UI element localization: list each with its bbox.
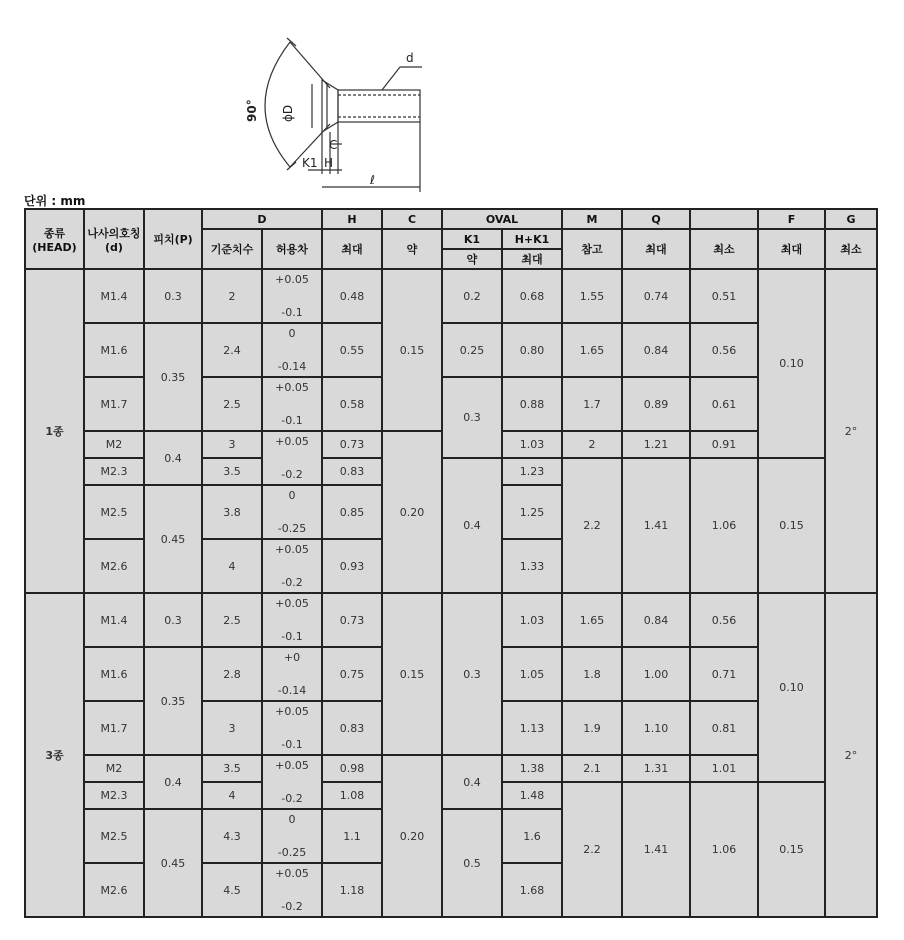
cell-HK1: 1.6 (502, 809, 562, 863)
hdr-Q: Q (622, 209, 690, 229)
cell-d: M1.7 (84, 377, 144, 431)
cell-Qmin: 1.06 (690, 782, 758, 917)
label-l: ℓ (370, 173, 375, 187)
cell-M: 2 (562, 431, 622, 458)
cell-G: 2° (825, 269, 877, 593)
cell-Qmax: 0.89 (622, 377, 690, 431)
cell-H: 0.73 (322, 431, 382, 458)
cell-pitch: 0.4 (144, 755, 202, 809)
cell-tol: +0.05 -0.2 (262, 755, 322, 809)
cell-H: 1.08 (322, 782, 382, 809)
cell-G: 2° (825, 593, 877, 917)
cell-d: M1.6 (84, 647, 144, 701)
cell-F: 0.15 (758, 458, 825, 593)
cell-H: 0.85 (322, 485, 382, 539)
cell-M: 1.65 (562, 593, 622, 647)
cell-D: 3.5 (202, 755, 262, 782)
hdr-HK1-sub: 최대 (502, 249, 562, 269)
cell-D: 2 (202, 269, 262, 323)
hdr-F: F (758, 209, 825, 229)
cell-d: M1.7 (84, 701, 144, 755)
hdr-C-sub: 약 (382, 229, 442, 269)
cell-HK1: 1.33 (502, 539, 562, 593)
cell-d: M2.3 (84, 782, 144, 809)
cell-D: 4 (202, 782, 262, 809)
label-H: H (324, 156, 334, 170)
hdr-D: D (202, 209, 322, 229)
hdr-K1: K1 (442, 229, 502, 249)
cell-M: 1.8 (562, 647, 622, 701)
hdr-Q-blank (690, 209, 758, 229)
cell-D: 4 (202, 539, 262, 593)
hdr-D-base: 기준치수 (202, 229, 262, 269)
label-K1: K1 (302, 156, 318, 170)
cell-Qmax: 0.74 (622, 269, 690, 323)
cell-Qmin: 0.71 (690, 647, 758, 701)
cell-M: 2.1 (562, 755, 622, 782)
cell-Qmin: 0.51 (690, 269, 758, 323)
cell-tol: 0 -0.25 (262, 485, 322, 539)
cell-pitch: 0.35 (144, 647, 202, 755)
cell-d: M1.4 (84, 269, 144, 323)
cell-K1: 0.3 (442, 593, 502, 755)
cell-d: M2.3 (84, 458, 144, 485)
cell-d: M2.6 (84, 863, 144, 917)
cell-HK1: 0.88 (502, 377, 562, 431)
hdr-K1-sub: 약 (442, 249, 502, 269)
cell-HK1: 1.48 (502, 782, 562, 809)
hdr-type: 종류 (HEAD) (25, 209, 84, 269)
table-row (25, 323, 877, 377)
cell-H: 0.73 (322, 593, 382, 647)
hdr-F-sub: 최대 (758, 229, 825, 269)
cell-Qmax: 1.31 (622, 755, 690, 782)
hdr-M: M (562, 209, 622, 229)
cell-D: 2.5 (202, 593, 262, 647)
table-row (25, 593, 877, 647)
cell-d: M1.4 (84, 593, 144, 647)
table-row (25, 755, 877, 782)
hdr-C: C (382, 209, 442, 229)
cell-H: 0.98 (322, 755, 382, 782)
cell-Qmin: 0.56 (690, 323, 758, 377)
cell-D: 2.5 (202, 377, 262, 431)
hdr-Q-min: 최소 (690, 229, 758, 269)
cell-H: 0.83 (322, 701, 382, 755)
hdr-H: H (322, 209, 382, 229)
cell-H: 1.18 (322, 863, 382, 917)
label-D: ϕD (281, 104, 295, 122)
cell-Qmax: 1.00 (622, 647, 690, 701)
cell-d: M2 (84, 431, 144, 458)
cell-D: 2.8 (202, 647, 262, 701)
cell-Qmax: 1.21 (622, 431, 690, 458)
cell-pitch: 0.35 (144, 323, 202, 431)
cell-K1: 0.4 (442, 458, 502, 593)
cell-Qmin: 0.91 (690, 431, 758, 458)
cell-HK1: 1.25 (502, 485, 562, 539)
cell-F: 0.10 (758, 269, 825, 458)
cell-D: 3 (202, 431, 262, 458)
label-C: C (329, 138, 338, 152)
cell-M: 2.2 (562, 782, 622, 917)
cell-K1: 0.4 (442, 755, 502, 809)
hdr-G: G (825, 209, 877, 229)
screw-diagram (230, 32, 440, 194)
cell-H: 1.1 (322, 809, 382, 863)
cell-tol: +0.05 -0.1 (262, 593, 322, 647)
cell-tol: +0.05 -0.2 (262, 539, 322, 593)
cell-HK1: 1.23 (502, 458, 562, 485)
cell-F: 0.15 (758, 782, 825, 917)
hdr-D-tol: 허용차 (262, 229, 322, 269)
cell-Qmax: 1.41 (622, 782, 690, 917)
hdr-H-sub: 최대 (322, 229, 382, 269)
cell-D: 3.8 (202, 485, 262, 539)
cell-M: 1.55 (562, 269, 622, 323)
hdr-HK1: H+K1 (502, 229, 562, 249)
cell-d: M2.5 (84, 485, 144, 539)
cell-pitch: 0.45 (144, 485, 202, 593)
cell-M: 2.2 (562, 458, 622, 593)
cell-pitch: 0.45 (144, 809, 202, 917)
cell-HK1: 1.38 (502, 755, 562, 782)
cell-HK1: 0.80 (502, 323, 562, 377)
cell-D: 3 (202, 701, 262, 755)
cell-d: M2.6 (84, 539, 144, 593)
cell-H: 0.58 (322, 377, 382, 431)
cell-HK1: 1.13 (502, 701, 562, 755)
cell-K1: 0.2 (442, 269, 502, 323)
cell-HK1: 1.03 (502, 431, 562, 458)
cell-C: 0.15 (382, 593, 442, 755)
cell-pitch: 0.3 (144, 269, 202, 323)
cell-tol: +0.05 -0.2 (262, 431, 322, 485)
cell-pitch: 0.4 (144, 431, 202, 485)
cell-M: 1.65 (562, 323, 622, 377)
label-angle: 90° (245, 99, 259, 122)
cell-d: M1.6 (84, 323, 144, 377)
cell-D: 2.4 (202, 323, 262, 377)
cell-Qmin: 0.56 (690, 593, 758, 647)
cell-HK1: 1.68 (502, 863, 562, 917)
cell-HK1: 1.05 (502, 647, 562, 701)
cell-H: 0.83 (322, 458, 382, 485)
cell-d: M2.5 (84, 809, 144, 863)
type-cell: 1종 (25, 269, 84, 593)
cell-D: 4.3 (202, 809, 262, 863)
cell-C: 0.15 (382, 269, 442, 431)
angle-arc (265, 42, 290, 167)
hdr-thread: 나사의호칭(d) (84, 209, 144, 269)
cell-HK1: 0.68 (502, 269, 562, 323)
hdr-G-sub: 최소 (825, 229, 877, 269)
hdr-oval: OVAL (442, 209, 562, 229)
cell-Qmin: 1.06 (690, 458, 758, 593)
cell-H: 0.93 (322, 539, 382, 593)
cell-F: 0.10 (758, 593, 825, 782)
cell-K1: 0.3 (442, 377, 502, 458)
hdr-M-sub: 참고 (562, 229, 622, 269)
cell-Qmax: 1.10 (622, 701, 690, 755)
type-cell: 3종 (25, 593, 84, 917)
cell-Qmax: 0.84 (622, 593, 690, 647)
cell-tol: 0 -0.14 (262, 323, 322, 377)
hdr-pitch: 피치(P) (144, 209, 202, 269)
unit-label: 단위 : mm (24, 194, 86, 208)
cell-tol: 0 -0.25 (262, 809, 322, 863)
cell-K1: 0.25 (442, 323, 502, 377)
cell-D: 4.5 (202, 863, 262, 917)
cell-C: 0.20 (382, 431, 442, 593)
cell-HK1: 1.03 (502, 593, 562, 647)
cell-d: M2 (84, 755, 144, 782)
spec-table (24, 208, 878, 918)
cell-H: 0.55 (322, 323, 382, 377)
cell-tol: +0 -0.14 (262, 647, 322, 701)
cell-Qmin: 0.81 (690, 701, 758, 755)
cell-D: 3.5 (202, 458, 262, 485)
cell-Qmin: 0.61 (690, 377, 758, 431)
cell-tol: +0.05 -0.1 (262, 269, 322, 323)
cell-Qmin: 1.01 (690, 755, 758, 782)
cell-tol: +0.05 -0.2 (262, 863, 322, 917)
cell-Qmax: 1.41 (622, 458, 690, 593)
cell-M: 1.9 (562, 701, 622, 755)
cell-K1: 0.5 (442, 809, 502, 917)
hdr-Q-max: 최대 (622, 229, 690, 269)
table-row (25, 269, 877, 323)
cell-pitch: 0.3 (144, 593, 202, 647)
cell-H: 0.48 (322, 269, 382, 323)
cell-H: 0.75 (322, 647, 382, 701)
cell-M: 1.7 (562, 377, 622, 431)
cell-tol: +0.05 -0.1 (262, 701, 322, 755)
label-d: d (406, 51, 414, 65)
cell-C: 0.20 (382, 755, 442, 917)
cell-tol: +0.05 -0.1 (262, 377, 322, 431)
cell-Qmax: 0.84 (622, 323, 690, 377)
